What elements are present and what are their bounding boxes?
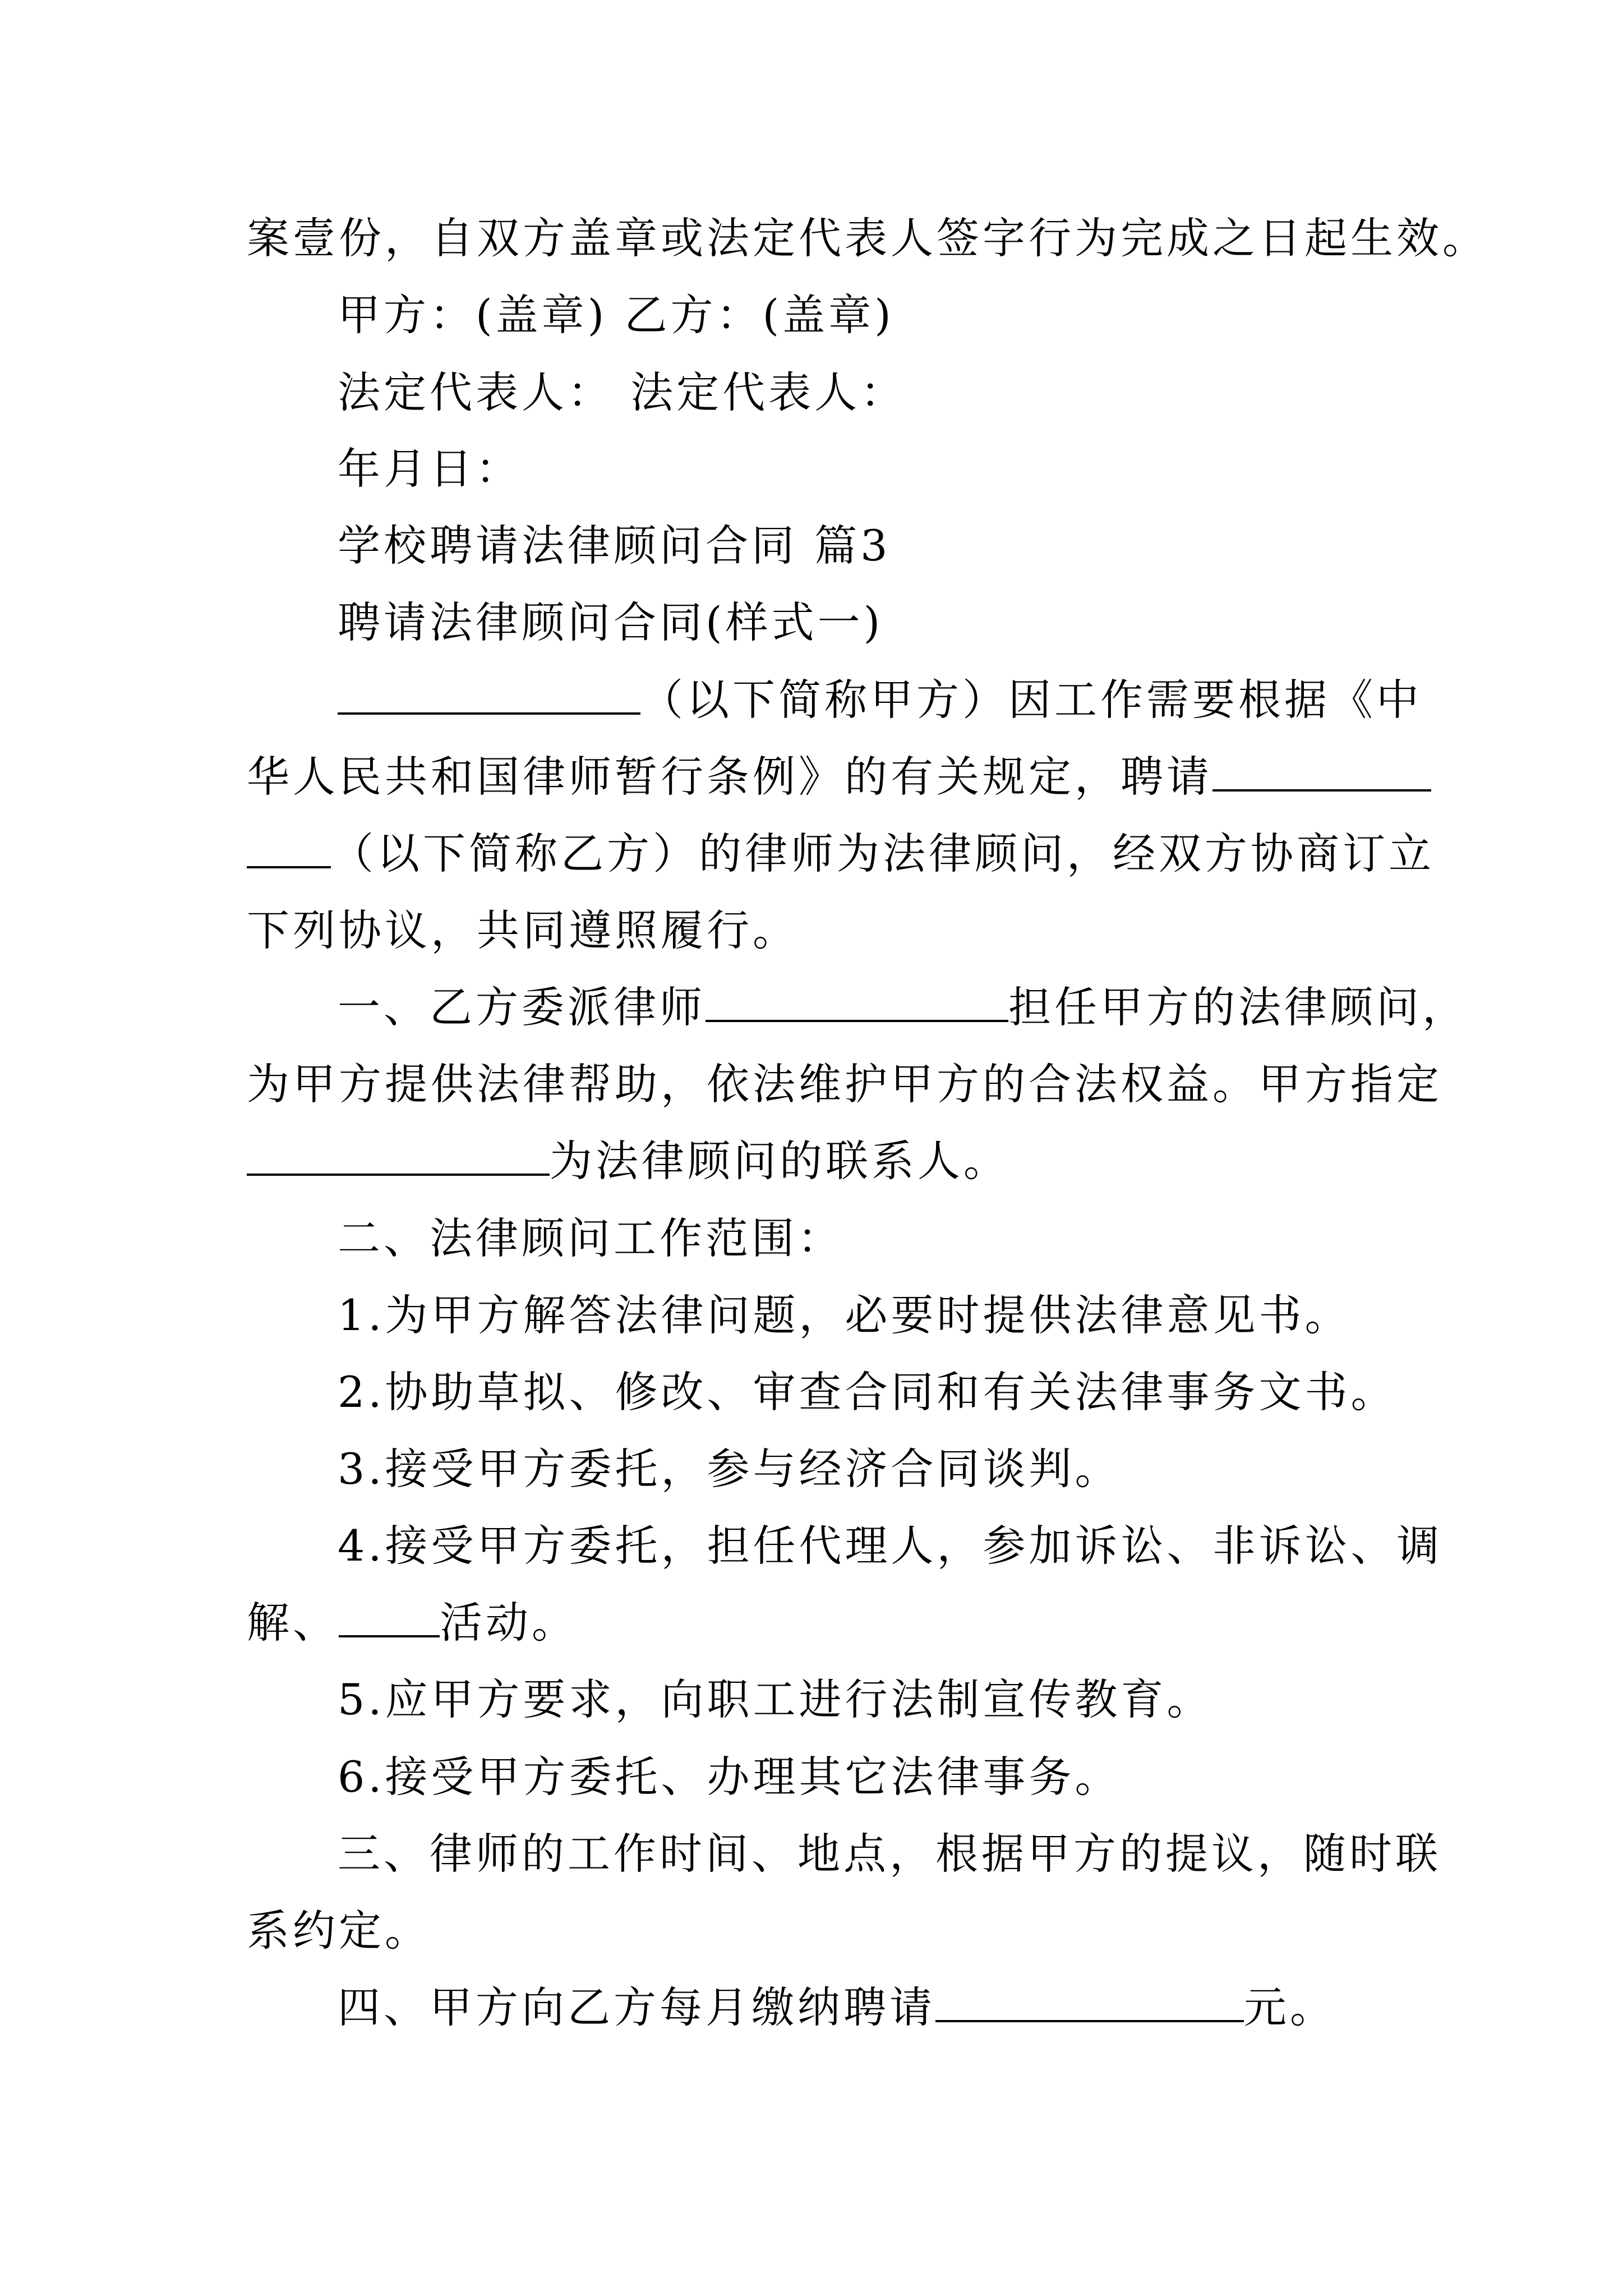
section-heading <box>338 1211 843 1267</box>
fill-blank <box>935 1981 1048 2022</box>
text-line: 法定代表人： 法定代表人： <box>338 367 907 417</box>
text-line: 6.接受甲方委托、办理其它法律事务。 <box>338 1752 1121 1802</box>
text-line: 为甲方提供法律帮助，依法维护甲方的合法权益。甲方指定 <box>247 1059 1442 1109</box>
signature-line-seal <box>338 287 895 343</box>
text-line: 年月日： <box>338 444 522 494</box>
paragraph-line <box>247 749 1431 805</box>
paragraph-line <box>247 1133 1009 1189</box>
text-line: 四、甲方向乙方每月缴纳聘请 <box>338 1982 935 2032</box>
list-item-continuation <box>247 1595 578 1651</box>
text-line: 解、 <box>247 1598 339 1648</box>
text-line: 4.接受甲方委托，担任代理人，参加诉讼、非诉讼、调 <box>338 1521 1443 1571</box>
text-line: 下列协议，共同遵照履行。 <box>247 905 799 955</box>
list-item <box>338 1287 1351 1343</box>
contract-title <box>338 595 883 651</box>
signature-line-representative <box>338 365 906 421</box>
paragraph-line <box>247 826 1435 882</box>
text-line: 系约定。 <box>247 1906 431 1955</box>
paragraph-line <box>338 672 1422 728</box>
text-line: 学校聘请法律顾问合同 篇3 <box>338 521 891 570</box>
signature-line-date <box>338 441 522 497</box>
paragraph-line <box>247 210 1488 266</box>
paragraph-line <box>247 1903 431 1959</box>
fill-blank <box>1212 750 1431 792</box>
text-line: 1.为甲方解答法律问题，必要时提供法律意见书。 <box>338 1290 1351 1340</box>
list-item <box>338 1749 1121 1805</box>
fill-blank <box>706 981 1008 1022</box>
section-heading <box>338 518 891 574</box>
list-item <box>338 1518 1443 1574</box>
text-line: 甲方：(盖章) 乙方：(盖章) <box>338 290 895 340</box>
text-line: 聘请法律顾问合同(样式一) <box>338 597 884 647</box>
text-line: 2.协助草拟、修改、审查合同和有关法律事务文书。 <box>338 1367 1397 1417</box>
text-line: 担任甲方的法律顾问， <box>1008 982 1468 1032</box>
paragraph-line <box>338 979 1468 1036</box>
fill-blank <box>1048 1981 1244 2022</box>
text-line: 为法律顾问的联系人。 <box>550 1136 1009 1186</box>
text-line: 三、律师的工作时间、地点，根据甲方的提议，随时联 <box>338 1829 1441 1879</box>
text-line: （以下简称乙方）的律师为法律顾问，经双方协商订立 <box>331 829 1435 878</box>
text-line: 华人民共和国律师暂行条例》的有关规定，聘请 <box>247 752 1212 802</box>
fill-blank <box>247 827 331 868</box>
list-item <box>338 1441 1121 1497</box>
list-item <box>338 1672 1213 1728</box>
text-line: 二、法律顾问工作范围： <box>338 1213 843 1263</box>
text-line: 活动。 <box>440 1598 578 1648</box>
text-line: 5.应甲方要求，向职工进行法制宣传教育。 <box>338 1674 1213 1724</box>
paragraph-line <box>247 903 799 959</box>
text-line: （以下简称甲方）因工作需要根据《中 <box>640 675 1422 725</box>
list-item <box>338 1364 1397 1420</box>
paragraph-line <box>338 1980 1336 2036</box>
paragraph-line <box>338 1826 1441 1882</box>
paragraph-line <box>247 1056 1442 1112</box>
fill-blank <box>338 673 640 715</box>
text-line: 一、乙方委派律师 <box>338 982 706 1032</box>
text-line: 案壹份，自双方盖章或法定代表人签字行为完成之日起生效。 <box>247 213 1488 263</box>
fill-blank <box>339 1596 440 1637</box>
text-line: 3.接受甲方委托，参与经济合同谈判。 <box>338 1444 1121 1494</box>
text-line: 元。 <box>1244 1982 1336 2032</box>
fill-blank <box>247 1134 550 1176</box>
